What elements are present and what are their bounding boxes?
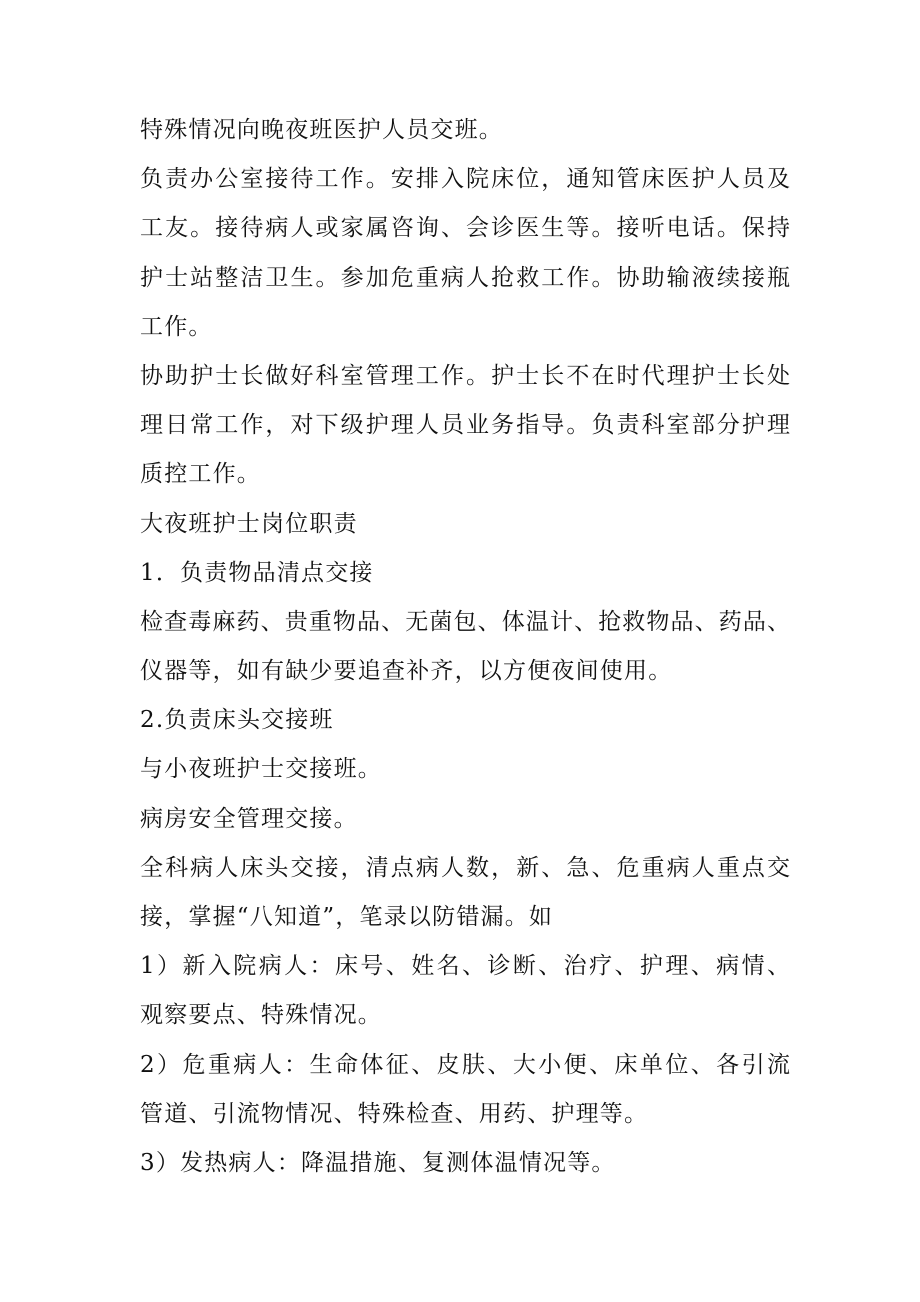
text-line: 全科病人床头交接，清点病人数，新、急、危重病人重点交 — [140, 854, 790, 881]
text-line: 协助护士长做好科室管理工作。护士长不在时代理护士长处 — [140, 362, 790, 389]
list-item: 3）发热病人：降温措施、复测体温情况等。 — [140, 1149, 616, 1176]
text-line: 与小夜班护士交接班。 — [140, 756, 382, 783]
text-line: 负责办公室接待工作。安排入院床位，通知管床医护人员及 — [140, 166, 790, 193]
document-body — [140, 106, 790, 1188]
text-line: 理日常工作，对下级护理人员业务指导。负责科室部分护理 — [140, 412, 790, 439]
text-line: 工友。接待病人或家属咨询、会诊医生等。接听电话。保持 — [140, 215, 790, 242]
text-line: 管道、引流物情况、特殊检查、用药、护理等。 — [140, 1100, 649, 1127]
text-line: 特殊情况向晚夜班医护人员交班。 — [140, 117, 503, 143]
numbered-heading: 1．负责物品清点交接 — [140, 559, 374, 586]
text-line: 接，掌握“八知道”，笔录以防错漏。如 — [140, 904, 554, 930]
list-item: 2）危重病人：生命体征、皮肤、大小便、床单位、各引流 — [140, 1051, 790, 1078]
text-line: 工作。 — [140, 313, 213, 340]
section-heading: 大夜班护士岗位职责 — [140, 510, 358, 537]
text-line: 质控工作。 — [140, 461, 261, 488]
text-line: 护士站整洁卫生。参加危重病人抢救工作。协助输液续接瓶 — [140, 264, 790, 291]
text-line: 观察要点、特殊情况。 — [140, 1002, 382, 1029]
text-line: 仪器等，如有缺少要追查补齐，以方便夜间使用。 — [140, 658, 673, 685]
text-line: 病房安全管理交接。 — [140, 805, 358, 832]
list-item: 1）新入院病人：床号、姓名、诊断、治疗、护理、病情、 — [140, 953, 790, 980]
text-line: 检查毒麻药、贵重物品、无菌包、体温计、抢救物品、药品、 — [140, 608, 790, 635]
numbered-heading: 2.负责床头交接班 — [140, 707, 334, 734]
